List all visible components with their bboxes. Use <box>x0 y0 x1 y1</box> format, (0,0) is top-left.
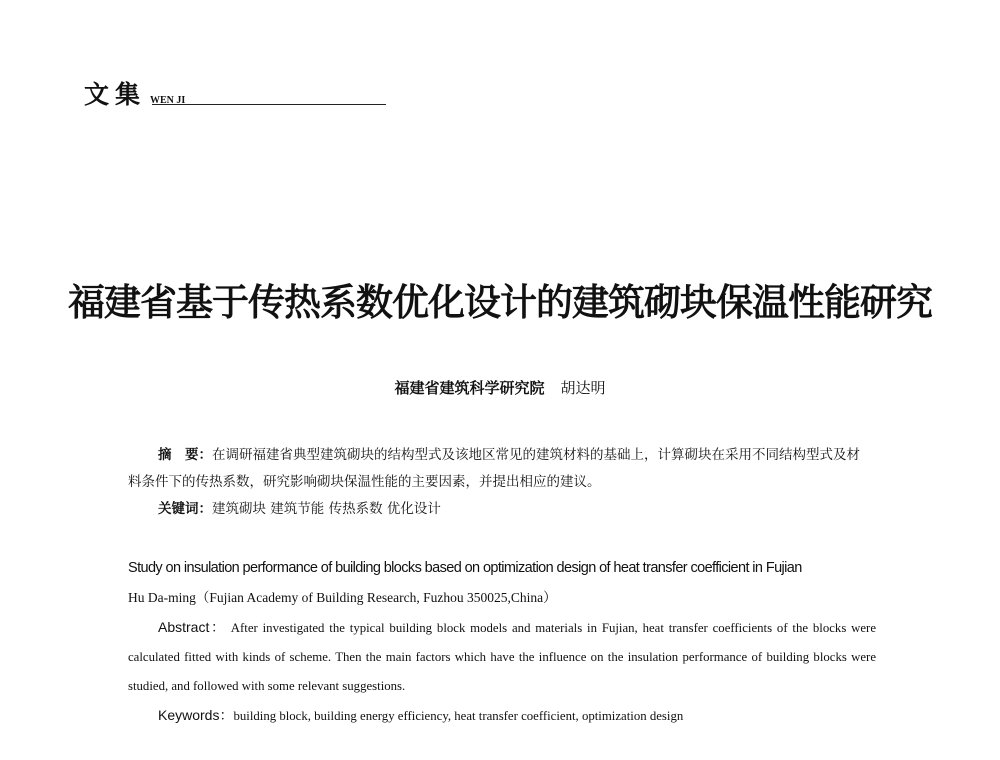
english-abstract-text: After investigated the typical building block models and materials in Fujian, heat transfer coefficients of the blocks were calculated fitted with kinds of scheme. Then the main factors which have the influence on the insulation performance of building blocks were studied, and followed with some relevant suggestions. <box>128 621 876 693</box>
english-author-line: Hu Da-ming（Fujian Academy of Building Research, Fuzhou 350025,China） <box>128 590 557 605</box>
english-abstract-block <box>128 613 876 731</box>
chinese-abstract-block <box>128 442 873 523</box>
header-english: WEN JI <box>150 95 186 106</box>
chinese-keywords-label: 关键词： <box>158 501 212 517</box>
header-rule <box>152 104 386 105</box>
chinese-keywords <box>128 496 873 523</box>
chinese-abstract-label: 摘 要： <box>158 447 212 463</box>
chinese-abstract <box>128 442 873 496</box>
author-affiliation: 福建省建筑科学研究院 <box>394 379 545 397</box>
english-abstract <box>128 613 876 701</box>
header-chinese: 文集 <box>84 80 147 109</box>
chinese-keywords-text: 建筑砌块 建筑节能 传热系数 优化设计 <box>212 501 441 517</box>
english-keywords-text: building block, building energy efficiency, heat transfer coefficient, optimization design <box>233 709 684 723</box>
english-keywords-label: Keywords： <box>158 707 234 723</box>
chinese-abstract-text: 在调研福建省典型建筑砌块的结构型式及该地区常见的建筑材料的基础上，计算砌块在采用不同结构型式及材料条件下的传热系数，研究影响砌块保温性能的主要因素，并提出相应的建议。 <box>128 447 860 490</box>
paper-title: 福建省基于传热系数优化设计的建筑砌块保温性能研究 <box>68 280 932 324</box>
byline <box>0 378 1000 398</box>
english-abstract-label: Abstract： <box>158 619 227 635</box>
english-title: Study on insulation performance of building blocks based on optimization design of heat transfer coefficient in Fujian <box>128 560 802 576</box>
author-name: 胡达明 <box>560 379 606 397</box>
english-keywords <box>128 701 876 731</box>
